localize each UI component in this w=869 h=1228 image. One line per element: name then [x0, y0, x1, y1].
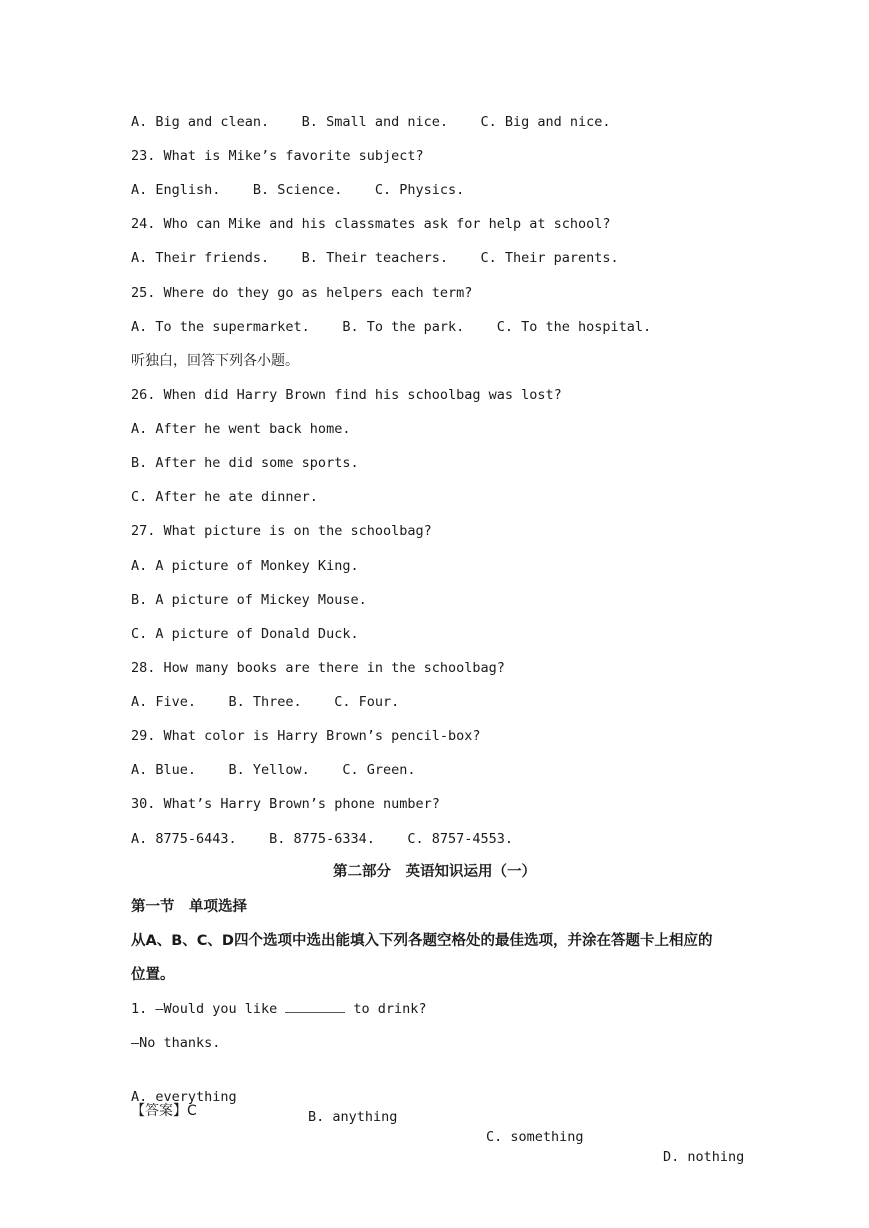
q27-option-c: C. A picture of Donald Duck.	[131, 626, 359, 642]
q27-question: 27. What picture is on the schoolbag?	[131, 523, 432, 539]
q26-option-a: A. After he went back home.	[131, 421, 351, 437]
q27-option-b: B. A picture of Mickey Mouse.	[131, 592, 367, 608]
q29-options: A. Blue. B. Yellow. C. Green.	[131, 762, 416, 778]
q1-option-c: C. something	[486, 1129, 584, 1145]
q24-question: 24. Who can Mike and his classmates ask for help at school?	[131, 216, 611, 232]
q28-options: A. Five. B. Three. C. Four.	[131, 694, 400, 710]
q1-suffix: to drink?	[353, 1001, 427, 1017]
q23-question: 23. What is Mike’s favorite subject?	[131, 148, 424, 164]
q26-question: 26. When did Harry Brown find his schoolbag was lost?	[131, 387, 562, 403]
section1-instruction-line1: 从A、B、C、D四个选项中选出能填入下列各题空格处的最佳选项，并涂在答题卡上相应的	[131, 933, 713, 949]
q28-question: 28. How many books are there in the schoolbag?	[131, 660, 505, 676]
q1-option-b: B. anything	[308, 1109, 398, 1125]
q23-options: A. English. B. Science. C. Physics.	[131, 182, 465, 198]
q25-question: 25. Where do they go as helpers each term?	[131, 285, 473, 301]
q30-options: A. 8775-6443. B. 8775-6334. C. 8757-4553.	[131, 831, 514, 847]
q30-question: 30. What’s Harry Brown’s phone number?	[131, 796, 440, 812]
q26-option-b: B. After he did some sports.	[131, 455, 359, 471]
q1-option-d: D. nothing	[663, 1149, 745, 1165]
q1-reply: —No thanks.	[131, 1035, 221, 1051]
q1-options	[131, 1067, 745, 1187]
q29-question: 29. What color is Harry Brown’s pencil-box?	[131, 728, 481, 744]
monologue-instruction: 听独白，回答下列各小题。	[131, 353, 299, 369]
q25-options: A. To the supermarket. B. To the park. C. To the hospital.	[131, 319, 652, 335]
q1-blank	[285, 1000, 345, 1013]
q24-options: A. Their friends. B. Their teachers. C. Their parents.	[131, 250, 619, 266]
q1-option-a: A. everything	[131, 1089, 237, 1105]
section1-title: 第一节 单项选择	[131, 899, 247, 915]
section1-instruction-line2: 位置。	[131, 967, 175, 983]
q22-options: A. Big and clean. B. Small and nice. C. Big and nice.	[131, 114, 611, 130]
q1-question	[131, 999, 426, 1019]
q27-option-a: A. A picture of Monkey King.	[131, 558, 359, 574]
answer-label: 【答案】C	[131, 1103, 197, 1119]
q26-option-c: C. After he ate dinner.	[131, 489, 318, 505]
part2-title: 第二部分 英语知识运用（一）	[333, 864, 536, 880]
q1-prefix: 1. —Would you like	[131, 1001, 278, 1017]
